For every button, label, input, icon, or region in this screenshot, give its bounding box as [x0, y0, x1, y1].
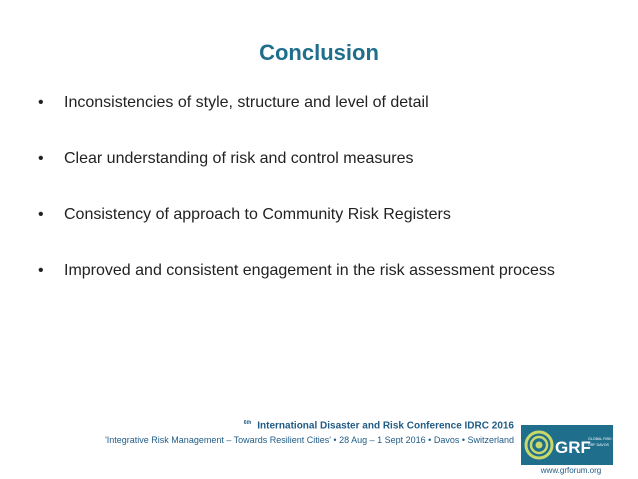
globe-icon	[526, 432, 552, 458]
bullet-text: Inconsistencies of style, structure and level of detail	[64, 94, 429, 111]
bullet-glyph: •	[38, 206, 44, 223]
logo-mark: GRF	[555, 438, 591, 457]
bullet-item	[38, 260, 598, 282]
logo-side-text-2: GRF DAVOS	[588, 443, 609, 447]
conference-name: International Disaster and Risk Conference IDRC 2016	[257, 420, 514, 432]
logo-url[interactable]: www.grforum.org	[540, 466, 602, 475]
bullet-item	[38, 148, 598, 170]
bullet-glyph: •	[38, 150, 44, 167]
bullet-text: Consistency of approach to Community Risk Registers	[64, 206, 451, 223]
bullet-item	[38, 204, 598, 226]
bullet-item	[38, 92, 598, 114]
grf-logo	[521, 425, 626, 465]
bullet-glyph: •	[38, 262, 44, 279]
bullet-text: Improved and consistent engagement in the risk assessment process	[64, 262, 555, 279]
bullet-list	[38, 92, 598, 316]
bullet-glyph: •	[38, 94, 44, 111]
bullet-text: Clear understanding of risk and control measures	[64, 150, 414, 167]
edition-superscript: 6th	[243, 420, 252, 426]
conference-footer	[105, 416, 514, 447]
conference-tagline: 'Integrative Risk Management – Towards Resilient Cities' • 28 Aug – 1 Sept 2016 • Davos • Switzerland	[105, 435, 514, 446]
slide-title: Conclusion	[259, 40, 379, 65]
logo-side-text-1: GLOBAL RISK FORUM	[588, 437, 626, 441]
